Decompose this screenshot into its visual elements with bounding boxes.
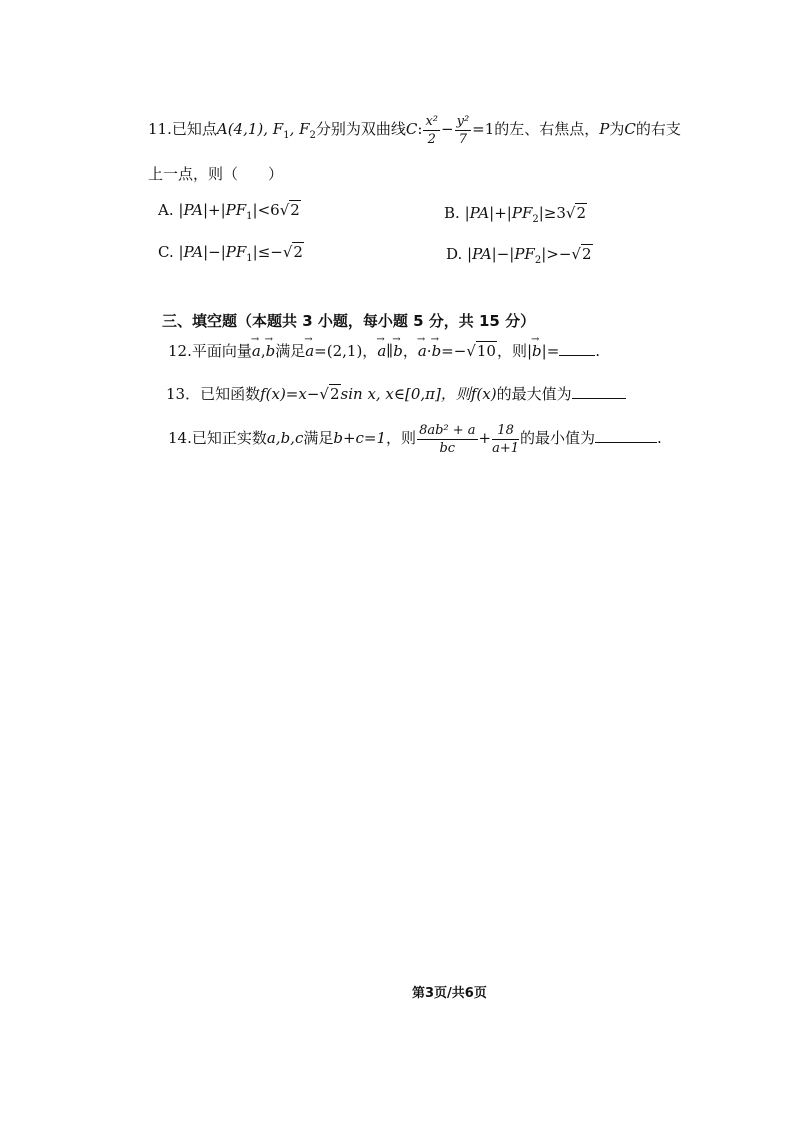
q13-line: 13．已知函数f(x)=x−√2sin x, x∈[0,π]，则f(x)的最大值为 [166,383,626,405]
q11-fraction-y: $\frac{\text{y²}}{7}$ [456,113,470,147]
q11-option-d: D. $|PA|-|PF_2|>-√2$ [446,245,592,266]
sqrt-symbol-icon: √ [319,385,329,403]
q14-line: 14.已知正实数a,b,c满足b+c=1，则 $\frac{\text{8ab² + a}}{bc}$ + $\frac{18}{a+1}$ 的最小值为 . [168,422,662,456]
section-heading: 三、填空题（本题共 3 小题，每小题 5 分，共 15 分） [162,312,536,330]
q11-option-b: B. $|PA|+|PF_2|\ge 3√2$ [444,204,587,225]
q14-number: 14.已知正实数 [168,429,267,447]
q14-answer-blank[interactable] [595,428,657,443]
sqrt-symbol-icon: √ [571,245,581,263]
q12-line: 12.平面向量→ a,→ b满足→ a=(2,1)，→ a∥→ b，→ a·→ b=−√10，则|→ b|= . [168,340,600,362]
q11-number: 11.已知点 [148,120,217,138]
q13-number: 13．已知函数 [166,385,261,403]
q12-number: 12.平面向量 [168,342,252,360]
q14-fraction-1: $\frac{\text{8ab² + a}}{bc}$ [419,422,476,456]
q13-answer-blank[interactable] [572,384,626,399]
page-number: 第3页/共6页 [412,986,487,1001]
sqrt-symbol-icon: √ [565,204,576,222]
q11-option-a: A. $|PA|+|PF_1|<6√2$ [158,201,300,222]
q14-fraction-2: $\frac{18}{a+1}$ [492,422,520,456]
q12-answer-blank[interactable] [559,341,595,356]
q11-stem-line2: 上一点，则（ ） [148,165,284,183]
q11-option-c: C. $|PA|-|PF_1|\le-√2$ [158,243,303,264]
q11-stem-line1: 11.已知点A(4,1), $F_1$, $F_2$分别为双曲线C: $\frac{\text{x²}}{2}$ − $\frac{\text{y²}}{7}$ =1的左、右焦点，P为C的右支 [148,113,681,147]
sqrt-symbol-icon: √ [282,243,293,261]
sqrt-symbol-icon: √ [279,201,290,219]
sqrt-symbol-icon: √ [466,342,476,360]
q11-fraction-x: $\frac{\text{x²}}{2}$ [425,113,439,147]
